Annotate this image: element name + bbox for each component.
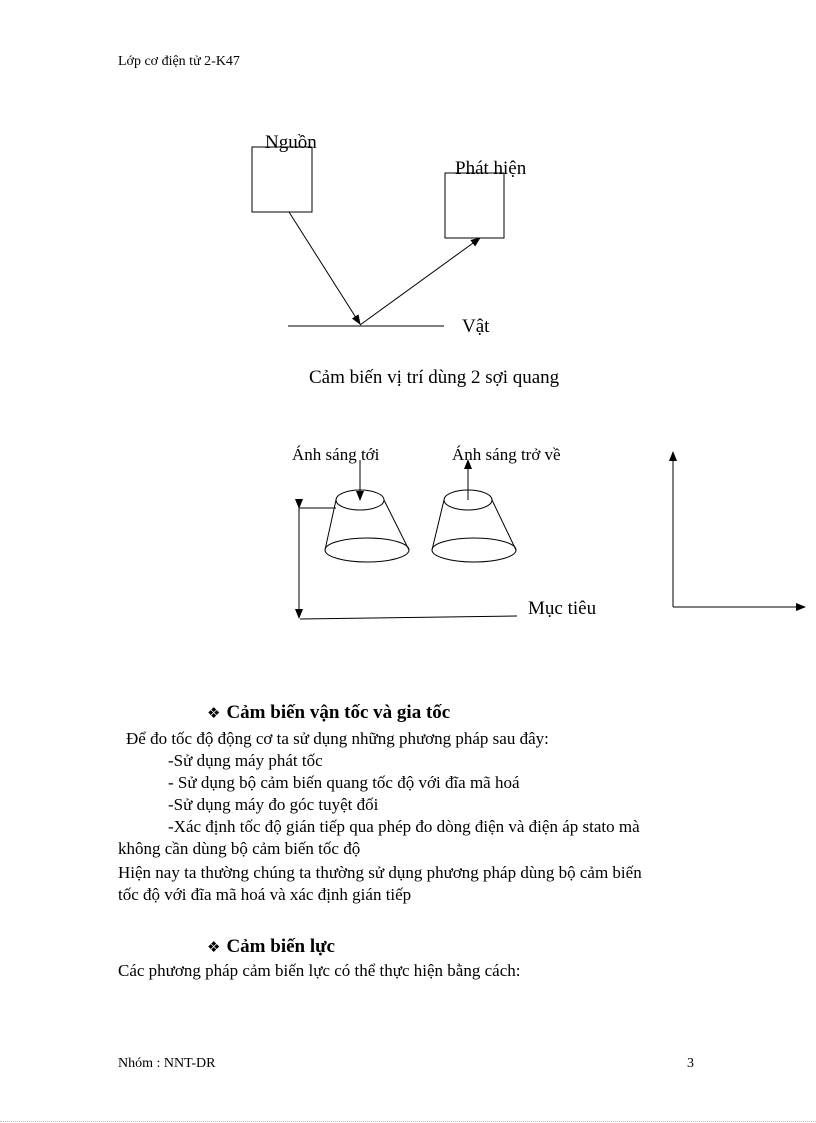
page-bottom-border	[0, 1121, 816, 1122]
method-item: -Xác định tốc độ gián tiếp qua phép đo dòng điện và điện áp stato mà	[168, 817, 640, 836]
section-heading-velocity: ❖ Cảm biến vận tốc và gia tốc	[207, 702, 451, 723]
section-heading-force: ❖ Cảm biến lực	[207, 936, 335, 957]
return-light-label: Ánh sáng trở về	[452, 445, 561, 464]
velocity-paragraph-line: tốc độ với đĩa mã hoá và xác định gián tiếp	[118, 885, 412, 904]
velocity-intro: Để đo tốc độ động cơ ta sử dụng những phương pháp sau đây:	[126, 729, 549, 748]
page-number: 3	[687, 1056, 694, 1071]
incident-light-label: Ánh sáng tới	[292, 445, 380, 464]
target-line	[300, 616, 517, 619]
method-item: - Sử dụng bộ cảm biến quang tốc độ với đĩa mã hoá	[168, 773, 520, 792]
page-header: Lớp cơ điện tử 2-K47	[118, 54, 240, 69]
footer-group: Nhóm : NNT-DR	[118, 1056, 216, 1071]
right-cone	[432, 490, 516, 562]
detector-label: Phát hiện	[455, 158, 527, 179]
force-intro: Các phương pháp cảm biến lực có thể thực hiện bằng cách:	[118, 961, 521, 980]
object-label: Vật	[462, 316, 490, 337]
velocity-paragraph-line: Hiện nay ta thường chúng ta thường sử dụng phương pháp dùng bộ cảm biến	[118, 863, 642, 882]
method-item-continuation: không cần dùng bộ cảm biến tốc độ	[118, 839, 361, 858]
method-item: -Sử dụng máy phát tốc	[168, 751, 323, 770]
diamond-bullet-icon: ❖	[207, 938, 221, 956]
source-label: Nguồn	[265, 132, 317, 153]
method-item: -Sử dụng máy đo góc tuyệt đối	[168, 795, 379, 814]
left-cone	[325, 490, 409, 562]
diagram1-caption: Cảm biến vị trí dùng 2 sợi quang	[309, 367, 560, 388]
target-label: Mục tiêu	[528, 598, 597, 619]
diamond-bullet-icon: ❖	[207, 704, 221, 722]
